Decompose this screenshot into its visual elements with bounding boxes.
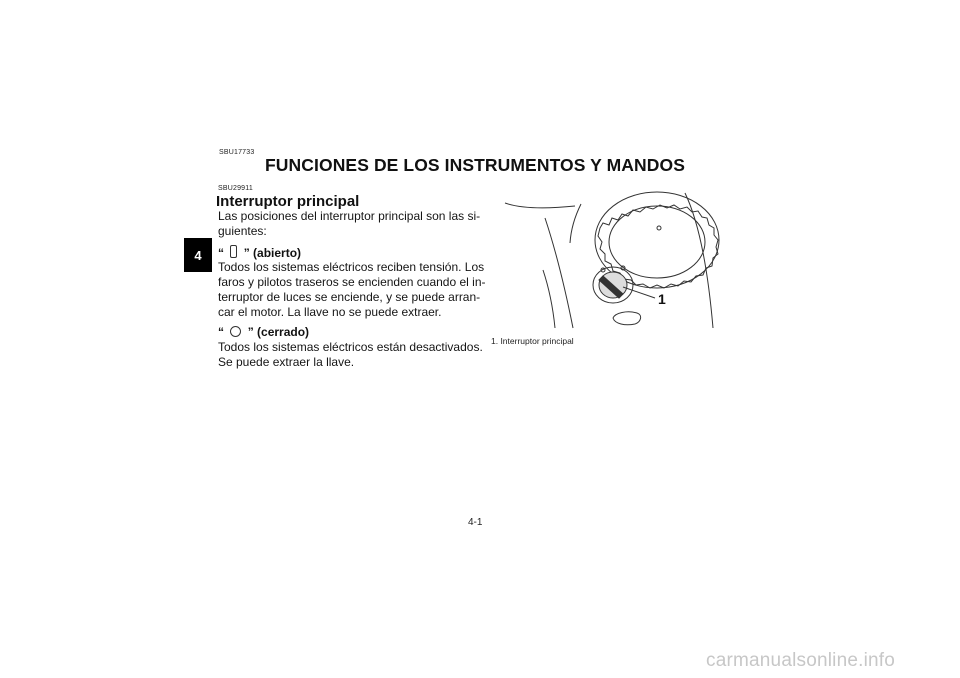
body-line — [543, 270, 555, 328]
quote-open: “ — [218, 246, 224, 260]
off-line: Se puede extraer la llave. — [218, 355, 355, 369]
body-line — [545, 218, 573, 328]
callout-label: 1 — [658, 291, 666, 307]
on-line: terruptor de luces se enciende, y se puede arran- — [218, 290, 481, 304]
page-title: FUNCIONES DE LOS INSTRUMENTOS Y MANDOS — [265, 155, 685, 175]
key-on-icon — [230, 245, 237, 258]
chapter-tab: 4 — [184, 238, 212, 272]
page-number: 4-1 — [468, 517, 483, 528]
on-line: faros y pilotos traseros se encienden cuando el in- — [218, 275, 486, 289]
document-code: SBU17733 — [219, 149, 255, 156]
off-line: Todos los sistemas eléctricos están desactivados. — [218, 340, 483, 354]
off-position-heading — [218, 325, 309, 340]
watermark[interactable]: carmanualsonline.info — [706, 650, 896, 671]
body-line — [505, 203, 575, 208]
lower-part — [613, 312, 641, 325]
intro-text — [218, 209, 480, 239]
on-position-text — [218, 260, 486, 320]
cap-mark — [657, 226, 661, 230]
body-line — [570, 204, 581, 243]
on-position-heading — [218, 245, 301, 261]
on-line: Todos los sistemas eléctricos reciben tensión. Los — [218, 260, 485, 274]
section-code: SBU29911 — [218, 185, 253, 192]
ignition-switch-illustration — [485, 188, 725, 333]
intro-line: Las posiciones del interruptor principal son las si- — [218, 209, 481, 223]
figure-caption: 1. Interruptor principal — [491, 336, 574, 346]
intro-line: guientes: — [218, 224, 267, 238]
on-line: car el motor. La llave no se puede extraer. — [218, 305, 442, 319]
tank-cap-face — [609, 206, 705, 278]
quote-open: “ — [218, 325, 224, 339]
off-position-label: ” (cerrado) — [247, 325, 310, 339]
section-title: Interruptor principal — [216, 193, 360, 210]
leader-line — [623, 287, 655, 298]
on-position-label: ” (abierto) — [243, 246, 302, 260]
off-position-text — [218, 340, 483, 370]
key-off-icon — [230, 326, 241, 337]
